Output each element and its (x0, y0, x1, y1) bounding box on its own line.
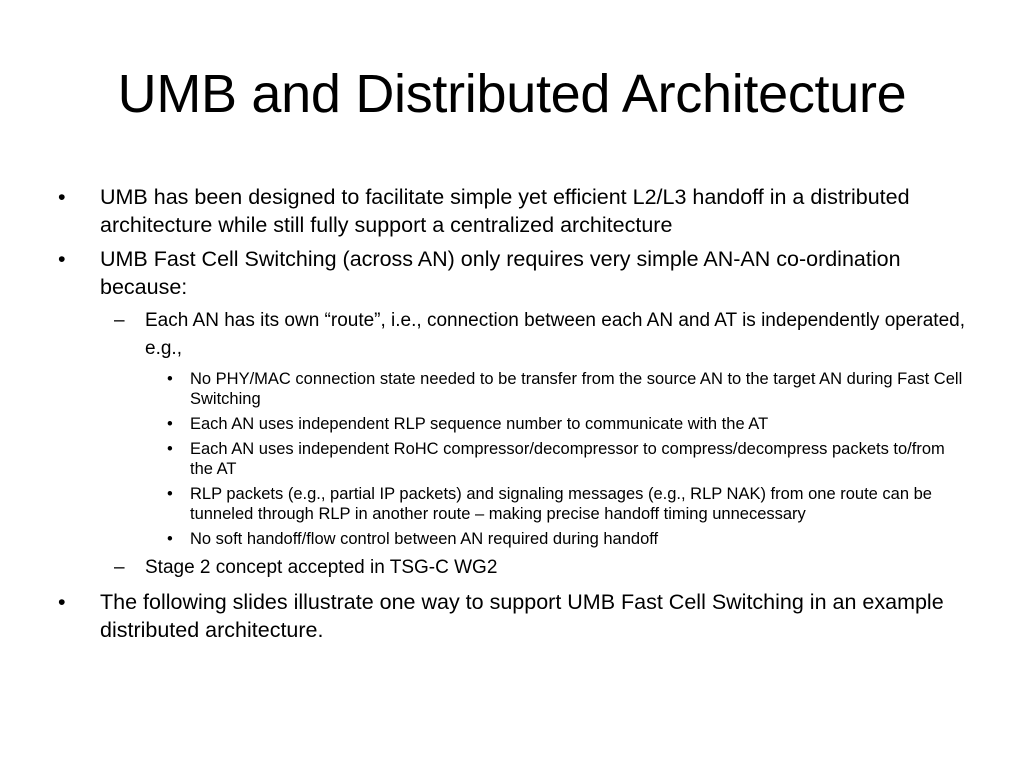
bullet-marker: • (58, 185, 66, 209)
bullet-item (52, 588, 967, 644)
bullet-text: The following slides illustrate one way to support UMB Fast Cell Switching in an example distributed architecture. (100, 590, 944, 642)
bullet-text: UMB Fast Cell Switching (across AN) only requires very simple AN-AN co-ordination because: (100, 247, 901, 299)
bullet-marker: • (167, 370, 173, 388)
sub-sub-bullet-text: No PHY/MAC connection state needed to be transfer from the source AN to the target AN during Fast Cell Switching (190, 370, 963, 408)
dash-marker: – (114, 557, 125, 578)
sub-bullet-text: Each AN has its own “route”, i.e., connection between each AN and AT is independently operated, e.g., (145, 310, 965, 359)
bullet-marker: • (167, 415, 173, 433)
sub-sub-bullet-item (52, 529, 967, 549)
bullet-item (52, 183, 967, 239)
sub-bullet-item (52, 554, 967, 582)
bullet-marker: • (58, 247, 66, 271)
sub-sub-bullet-text: Each AN uses independent RLP sequence number to communicate with the AT (190, 415, 769, 433)
sub-sub-bullet-text: Each AN uses independent RoHC compressor/decompressor to compress/decompress packets to/from the AT (190, 440, 945, 478)
sub-bullet-item (52, 307, 967, 363)
slide-body (52, 183, 967, 650)
bullet-marker: • (58, 590, 66, 614)
bullet-text: UMB has been designed to facilitate simple yet efficient L2/L3 handoff in a distributed architecture while still fully support a centralized architecture (100, 185, 910, 237)
sub-sub-bullet-item (52, 369, 967, 409)
sub-sub-bullet-item (52, 484, 967, 524)
bullet-marker: • (167, 485, 173, 503)
bullet-marker: • (167, 440, 173, 458)
sub-bullet-text: Stage 2 concept accepted in TSG-C WG2 (145, 557, 498, 578)
dash-marker: – (114, 310, 125, 331)
sub-sub-bullet-text: RLP packets (e.g., partial IP packets) and signaling messages (e.g., RLP NAK) from one route can be tunneled through RLP in another route – making precise handoff timing unnecessary (190, 485, 932, 523)
sub-sub-bullet-item (52, 414, 967, 434)
sub-sub-bullet-text: No soft handoff/flow control between AN required during handoff (190, 530, 659, 548)
sub-sub-bullet-item (52, 439, 967, 479)
bullet-item (52, 245, 967, 301)
bullet-marker: • (167, 530, 173, 548)
slide-title: UMB and Distributed Architecture (117, 64, 907, 124)
